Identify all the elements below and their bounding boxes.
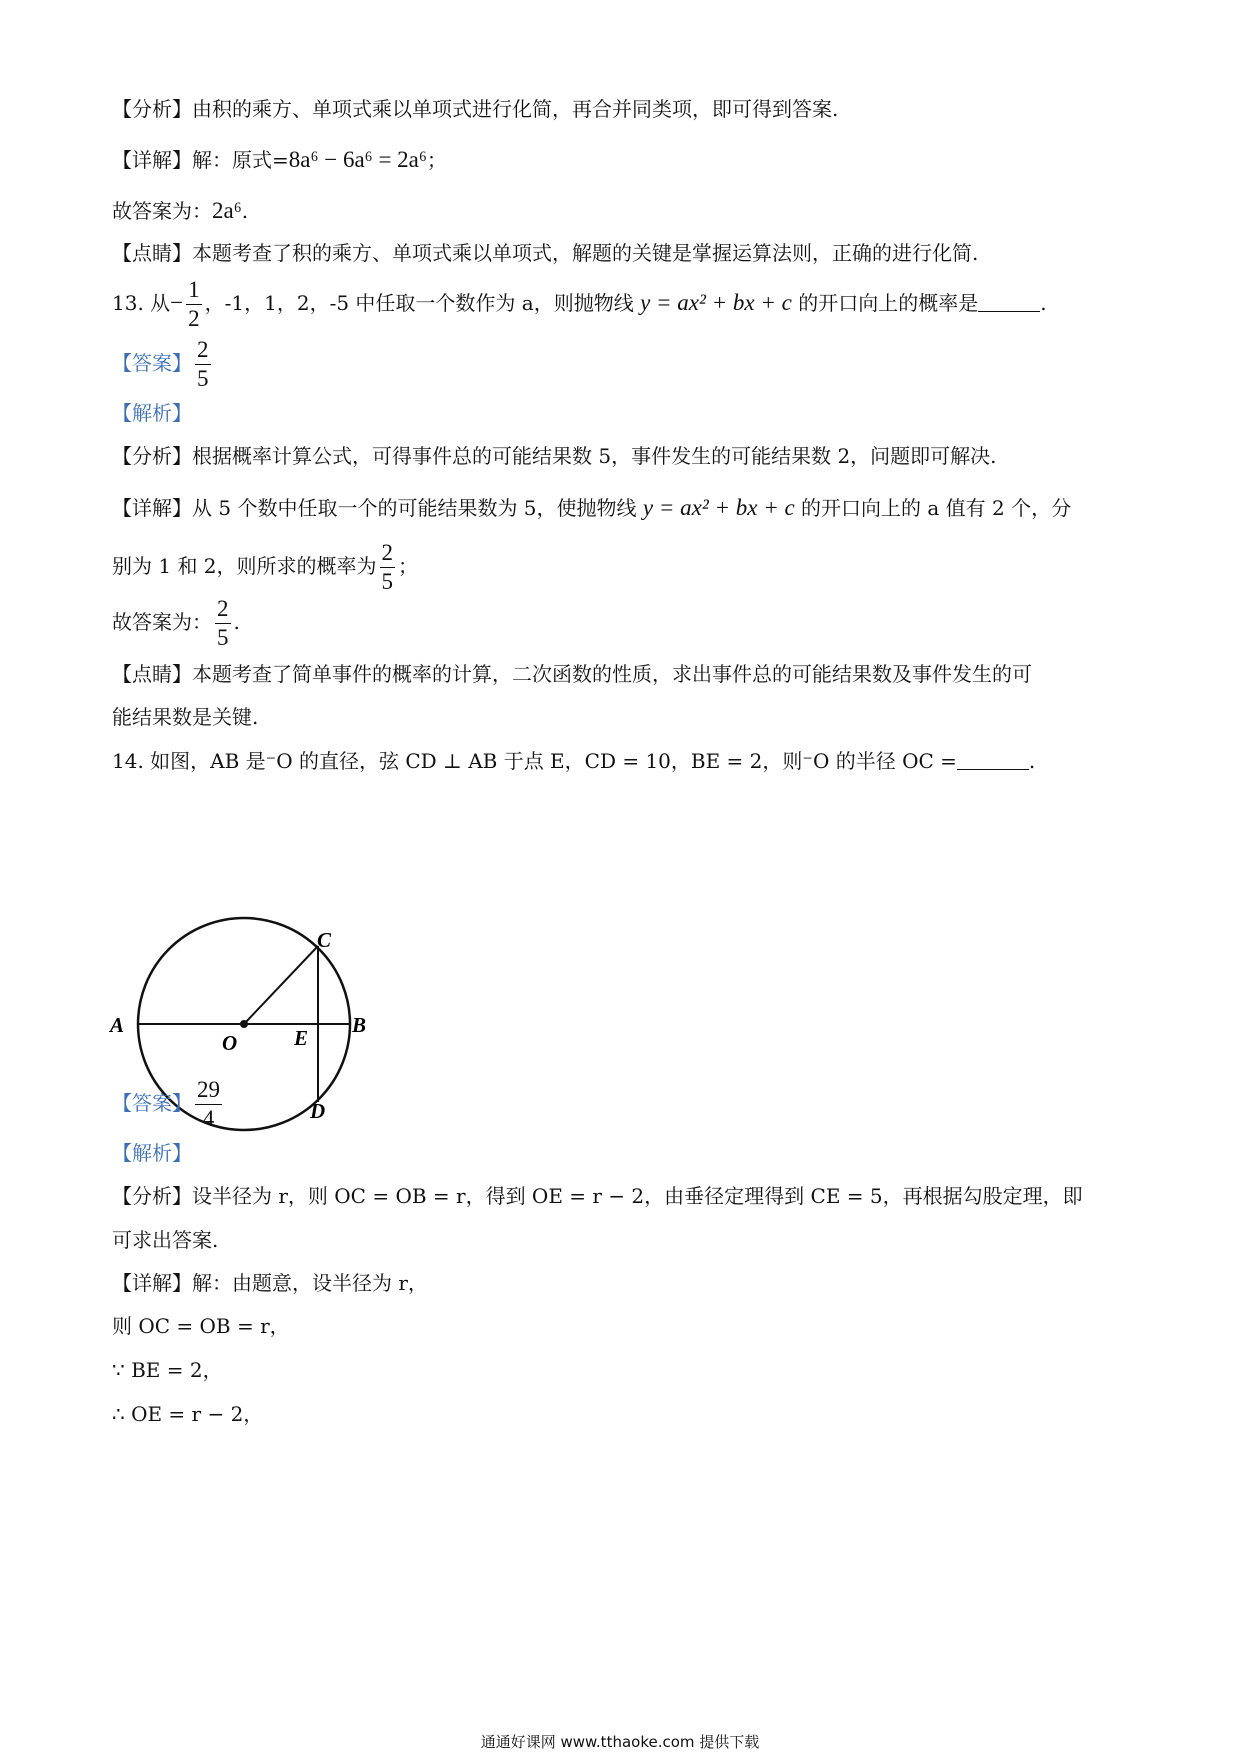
label-d: D (310, 1099, 326, 1123)
question-13-fraction: $\frac{1}{2}$ (188, 277, 200, 332)
detail-14-line2: 则 OC = OB = r， (112, 1314, 290, 1338)
detail-13-fraction: $\frac{2}{5}$ (381, 540, 394, 595)
answer-12: 故答案为：2a⁶. (112, 198, 249, 223)
center-point (240, 1020, 248, 1028)
label-b: B (352, 1013, 367, 1037)
answer-13 (112, 338, 214, 391)
label-c: C (317, 928, 332, 952)
question-13: 13. 从− $\frac{1}{2}$ ，-1，1，2，-5 中任取一个数作为 a，则抛物线 y = ax² + bx + c 的开口向上的概率是 . (112, 277, 1047, 332)
detail-14-line1: 【详解】解：由题意，设半径为 r， (112, 1271, 428, 1295)
answer-13-fraction: $\frac{2}{5}$ (197, 337, 209, 392)
label-a: A (110, 1013, 125, 1037)
solution-label-14: 【解析】 (112, 1141, 192, 1165)
answer-12-value: 2a⁶ (212, 198, 242, 223)
solution-label-13: 【解析】 (112, 401, 192, 425)
answer-blank-13 (978, 311, 1040, 312)
page-footer: 通通好课网 www.tthaoke.com 提供下载 (480, 1733, 760, 1751)
detail-13-line1: 【详解】从 5 个数中任取一个的可能结果数为 5，使抛物线 y = ax² + bx + c 的开口向上的 a 值有 2 个，分 (112, 495, 1072, 520)
answer-label-14: 【答案】 (112, 1091, 192, 1116)
comment-13-line1: 【点睛】本题考查了简单事件的概率的计算，二次函数的性质，求出事件总的可能结果数及事件发生的可 (112, 662, 1032, 686)
conclusion-13-fraction: $\frac{2}{5}$ (217, 596, 229, 651)
detail-12: 【详解】解：原式=8a⁶ − 6a⁶ = 2a⁶； (112, 147, 447, 172)
label-e: E (294, 1026, 309, 1050)
analysis-14-line2: 可求出答案. (112, 1228, 219, 1252)
parabola-formula: y = ax² + bx + c (640, 290, 792, 316)
conclusion-13: 故答案为： $\frac{2}{5}$ . (112, 596, 240, 651)
answer-14-fraction: $\frac{29}{4}$ (197, 1077, 220, 1132)
answer-14 (112, 1078, 225, 1131)
answer-label-13: 【答案】 (112, 351, 192, 376)
detail-14-line3: ∵ BE = 2， (112, 1358, 223, 1382)
detail-13-line2: 别为 1 和 2，则所求的概率为 $\frac{2}{5}$ ； (112, 540, 419, 595)
answer-blank-14 (957, 769, 1029, 770)
comment-12: 【点睛】本题考查了积的乘方、单项式乘以单项式，解题的关键是掌握运算法则，正确的进行化简. (112, 241, 979, 265)
detail-12-formula: 8a⁶ − 6a⁶ = 2a⁶ (288, 147, 427, 172)
analysis-14-line1: 【分析】设半径为 r，则 OC = OB = r，得到 OE = r − 2，由垂径定理得到 CE = 5，再根据勾股定理，即 (112, 1184, 1083, 1208)
detail-14-line4: ∴ OE = r − 2， (112, 1402, 264, 1426)
analysis-12: 【分析】由积的乘方、单项式乘以单项式进行化简，再合并同类项，即可得到答案. (112, 97, 839, 121)
comment-13-line2: 能结果数是关键. (112, 705, 259, 729)
label-o: O (222, 1031, 238, 1055)
question-14: 14. 如图，AB 是⁻O 的直径，弦 CD ⊥ AB 于点 E，CD = 10，BE = 2，则⁻O 的半径 OC = . (112, 749, 1036, 773)
radius-oc (244, 946, 318, 1024)
analysis-13: 【分析】根据概率计算公式，可得事件总的可能结果数 5，事件发生的可能结果数 2，问题即可解决. (112, 444, 997, 468)
